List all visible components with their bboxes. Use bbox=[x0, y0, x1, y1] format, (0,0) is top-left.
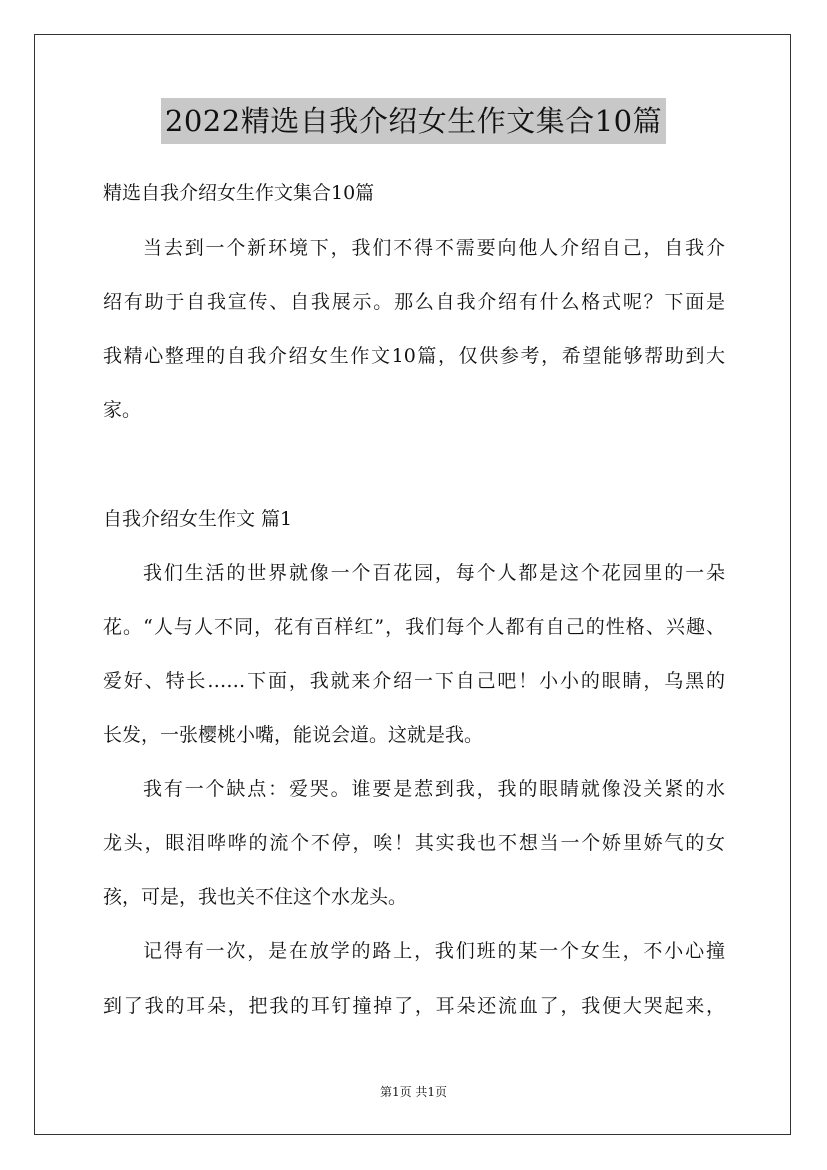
para3-line-1: 记得有一次，是在放学的路上，我们班的某一个女生，不小心撞 bbox=[143, 940, 725, 962]
para1-line-2: 花。“人与人不同，花有百样红”，我们每个人都有自己的性格、兴趣、 bbox=[103, 616, 725, 638]
intro-line-2: 绍有助于自我宣传、自我展示。那么自我介绍有什么格式呢？下面是 bbox=[103, 291, 725, 313]
page-footer: 第1页 共1页 bbox=[379, 1085, 448, 1099]
para2-line-1: 我有一个缺点：爱哭。谁要是惹到我，我的眼睛就像没关紧的水 bbox=[143, 778, 725, 800]
title-container bbox=[0, 98, 827, 144]
intro-line-1: 当去到一个新环境下，我们不得不需要向他人介绍自己，自我介 bbox=[143, 237, 725, 259]
section-heading: 自我介绍女生作文 篇1 bbox=[103, 508, 293, 530]
intro-line-4: 家。 bbox=[103, 399, 142, 421]
para2-line-2: 龙头，眼泪哗哗的流个不停，唉！其实我也不想当一个娇里娇气的女 bbox=[103, 832, 725, 854]
document-subtitle: 精选自我介绍女生作文集合10篇 bbox=[103, 182, 375, 204]
document-title: 2022精选自我介绍女生作文集合10篇 bbox=[161, 98, 666, 144]
para1-line-1: 我们生活的世界就像一个百花园，每个人都是这个花园里的一朵 bbox=[143, 562, 725, 584]
para3-line-2: 到了我的耳朵，把我的耳钉撞掉了，耳朵还流血了，我便大哭起来， bbox=[103, 995, 725, 1017]
para2-line-3: 孩，可是，我也关不住这个水龙头。 bbox=[103, 886, 408, 908]
para1-line-4: 长发，一张樱桃小嘴，能说会道。这就是我。 bbox=[103, 724, 484, 746]
intro-line-3: 我精心整理的自我介绍女生作文10篇，仅供参考，希望能够帮助到大 bbox=[103, 345, 725, 367]
para1-line-3: 爱好、特长……下面，我就来介绍一下自己吧！小小的眼睛，乌黑的 bbox=[103, 670, 725, 692]
